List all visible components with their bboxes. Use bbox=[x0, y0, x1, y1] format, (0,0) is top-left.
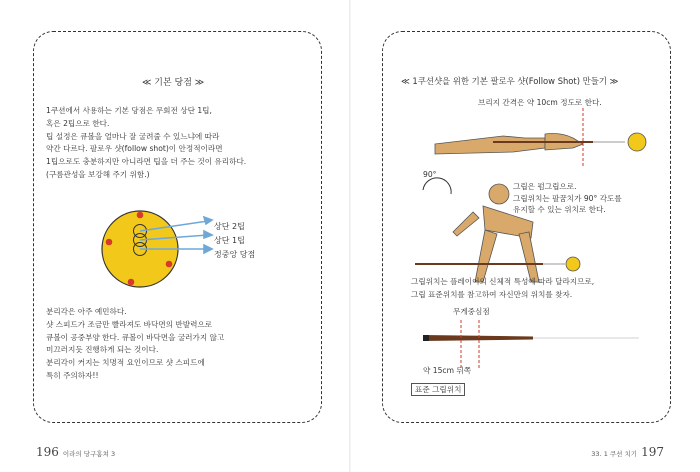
right-page-title: ≪ 1쿠션샷을 위한 기본 팔로우 샷(Follow Shot) 만들기 ≫ bbox=[401, 76, 619, 86]
body-line: 약간 다르다. 팔로우 샷(follow shot)이 안정적이라면 bbox=[46, 144, 223, 154]
page-number: 196 bbox=[36, 445, 59, 459]
target-ball bbox=[566, 257, 580, 271]
left-body2-text bbox=[46, 306, 224, 383]
body-line: 분리각이 커지는 치명적 요인이므로 샷 스피드에 bbox=[46, 358, 205, 368]
standard-grip-box: 표준 그립위치 bbox=[411, 383, 465, 396]
body-line: 샷 스피드가 조금만 빨라져도 바닥면의 반발력으로 bbox=[46, 319, 213, 329]
ball-marker-dot bbox=[128, 279, 135, 286]
center-label: 무게중심점 bbox=[453, 307, 490, 316]
ball-marker-dot bbox=[106, 239, 113, 246]
cue-ball-diagram bbox=[100, 206, 220, 292]
body-line: 1쿠션에서 사용하는 기본 당점은 무회전 상단 1팁, bbox=[46, 106, 212, 115]
bridge-label: 브리지 간격은 약 10cm 정도로 한다. bbox=[478, 98, 602, 107]
position-line: 그립위치는 플레이어의 신체적 특성에 따라 달라지므로, bbox=[411, 277, 595, 286]
right-page-panel bbox=[382, 31, 671, 423]
body-line: (구름관성을 보강해 주기 위함.) bbox=[46, 169, 150, 179]
grip-line: 그립은 펌그립으로. bbox=[513, 182, 577, 191]
figure-arm bbox=[453, 212, 479, 236]
body-line: 혹은 2팁으로 한다. bbox=[46, 118, 110, 128]
body-line: 큐볼이 공중부양 한다. 큐볼이 바닥면을 굴러가지 않고 bbox=[46, 332, 225, 342]
cue-bumper bbox=[423, 335, 429, 341]
ball-marker-dot bbox=[137, 212, 144, 219]
figure-leg bbox=[475, 230, 497, 282]
body-line: 1팁으로도 충분하지만 아니라면 팁을 더 주는 것이 유리하다. bbox=[46, 157, 247, 167]
offset-label: 약 15cm 뒤쪽 bbox=[423, 366, 472, 375]
cue-butt bbox=[423, 335, 533, 341]
grip-line: 유지할 수 있는 위치로 한다. bbox=[513, 205, 606, 214]
angle-arc bbox=[423, 178, 451, 194]
running-head: 이라의 당구홈쳐 3 bbox=[62, 450, 116, 458]
label-tip-1: 상단 1팁 bbox=[214, 236, 245, 245]
label-tip-2: 상단 2팁 bbox=[214, 222, 245, 231]
grip-note bbox=[513, 181, 622, 216]
page-number: 197 bbox=[641, 445, 664, 459]
left-page-title: ≪ 기본 당점 ≫ bbox=[142, 78, 205, 88]
arrowhead bbox=[204, 217, 212, 224]
running-head: 33. 1 쿠션 치기 bbox=[591, 450, 638, 458]
arrowhead bbox=[204, 231, 212, 238]
angle-label: 90° bbox=[423, 170, 437, 179]
target-ball bbox=[628, 133, 646, 151]
ball-marker-dot bbox=[166, 261, 173, 268]
body-line: 특히 주의하자!! bbox=[46, 370, 99, 380]
position-note bbox=[411, 276, 594, 302]
book-gutter bbox=[349, 0, 351, 472]
right-folio bbox=[587, 441, 664, 460]
tip-labels bbox=[214, 220, 255, 262]
body-line: 팁 설정은 큐볼을 얼마나 잘 굴려줄 수 있느냐에 따라 bbox=[46, 131, 220, 141]
bridge-illustration bbox=[433, 108, 653, 168]
figure-head bbox=[489, 184, 509, 204]
left-folio bbox=[36, 441, 119, 460]
figure-leg bbox=[519, 232, 539, 282]
left-body-text bbox=[46, 105, 246, 182]
grip-line: 그립위치는 팔꿈치가 90° 각도를 bbox=[513, 193, 622, 203]
position-line: 그립 표준위치를 참고하여 자신만의 위치를 찾자. bbox=[411, 289, 573, 299]
body-line: 분리각은 아주 예민하다. bbox=[46, 307, 127, 316]
body-line: 미끄러지듯 진행하게 되는 것이다. bbox=[46, 345, 159, 355]
arrowhead bbox=[204, 245, 212, 253]
arm-shape bbox=[435, 136, 545, 154]
label-center: 정중앙 당점 bbox=[214, 250, 256, 259]
cue-diagram bbox=[421, 320, 641, 370]
left-page-panel bbox=[33, 31, 322, 423]
